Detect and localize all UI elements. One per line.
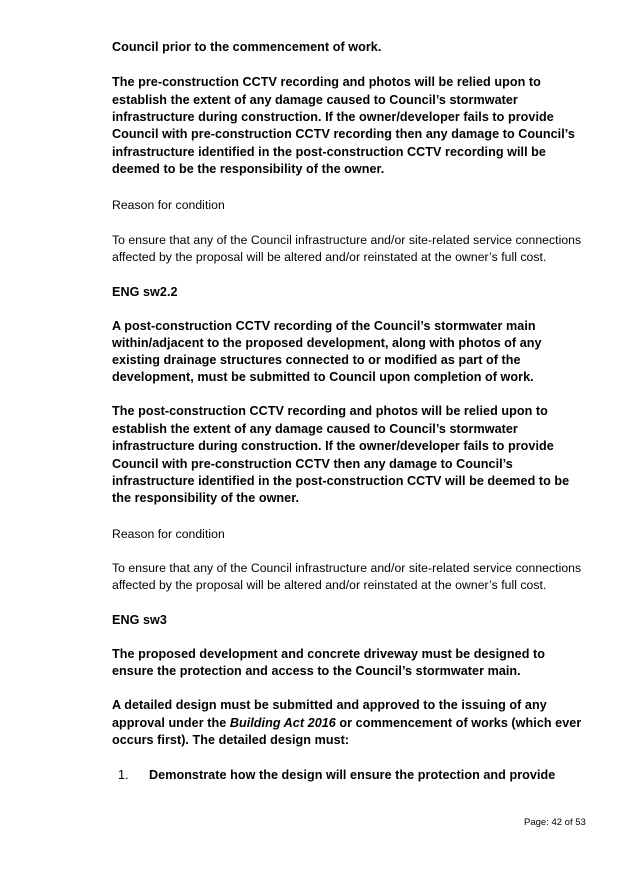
section-heading: ENG sw3: [112, 613, 167, 627]
text-run: or commencement of works (which ever: [335, 716, 582, 730]
paragraph-line: The post-construction CCTV recording and photos will be relied upon to: [112, 404, 548, 418]
reason-label: Reason for condition: [112, 527, 225, 541]
paragraph-line: establish the extent of any damage caused to Council’s stormwater: [112, 93, 518, 107]
reason-label: Reason for condition: [112, 198, 225, 212]
paragraph-line: infrastructure identified in the post-construction CCTV will be deemed to be: [112, 474, 570, 488]
paragraph-line: Council with pre-construction CCTV recording then any damage to Council’s: [112, 127, 575, 141]
paragraph-line: establish the extent of any damage caused to Council’s stormwater: [112, 422, 518, 436]
text-run: approval under the: [112, 716, 230, 730]
paragraph-line: ensure the protection and access to the Council’s stormwater main.: [112, 664, 521, 678]
paragraph-line: affected by the proposal will be altered and/or reinstated at the owner’s full cost.: [112, 250, 547, 264]
paragraph-line: Council prior to the commencement of work.: [112, 40, 382, 54]
page-number: Page: 42 of 53: [524, 817, 586, 828]
paragraph-line: To ensure that any of the Council infrastructure and/or site-related service connections: [112, 233, 582, 247]
paragraph-line: deemed to be the responsibility of the owner.: [112, 162, 385, 176]
paragraph-line: The proposed development and concrete driveway must be designed to: [112, 647, 545, 661]
paragraph-line: the responsibility of the owner.: [112, 491, 300, 505]
paragraph-line: within/adjacent to the proposed development, along with photos of any: [112, 336, 542, 350]
paragraph-line: Council with pre-construction CCTV then any damage to Council’s: [112, 457, 513, 471]
act-title: Building Act 2016: [229, 716, 336, 730]
paragraph-line: To ensure that any of the Council infrastructure and/or site-related service connections: [112, 561, 582, 575]
paragraph-line: The pre-construction CCTV recording and photos will be relied upon to: [112, 75, 541, 89]
paragraph-line: affected by the proposal will be altered and/or reinstated at the owner’s full cost.: [112, 578, 547, 592]
paragraph-line: A detailed design must be submitted and approved to the issuing of any: [112, 698, 547, 712]
section-heading: ENG sw2.2: [112, 285, 178, 299]
paragraph-line: infrastructure during construction. If the owner/developer fails to provide: [112, 110, 554, 124]
list-item: Demonstrate how the design will ensure the protection and provide: [149, 768, 556, 782]
paragraph-line: existing drainage structures connected to or modified as part of the: [112, 353, 521, 367]
paragraph-line: A post-construction CCTV recording of the Council’s stormwater main: [112, 319, 536, 333]
list-number: 1.: [118, 768, 129, 782]
paragraph-line: infrastructure during construction. If the owner/developer fails to provide: [112, 439, 554, 453]
paragraph-line: infrastructure identified in the post-construction CCTV recording will be: [112, 145, 546, 159]
paragraph-line: [112, 716, 581, 730]
paragraph-line: development, must be submitted to Council upon completion of work.: [112, 370, 534, 384]
paragraph-line: occurs first). The detailed design must:: [112, 733, 350, 747]
